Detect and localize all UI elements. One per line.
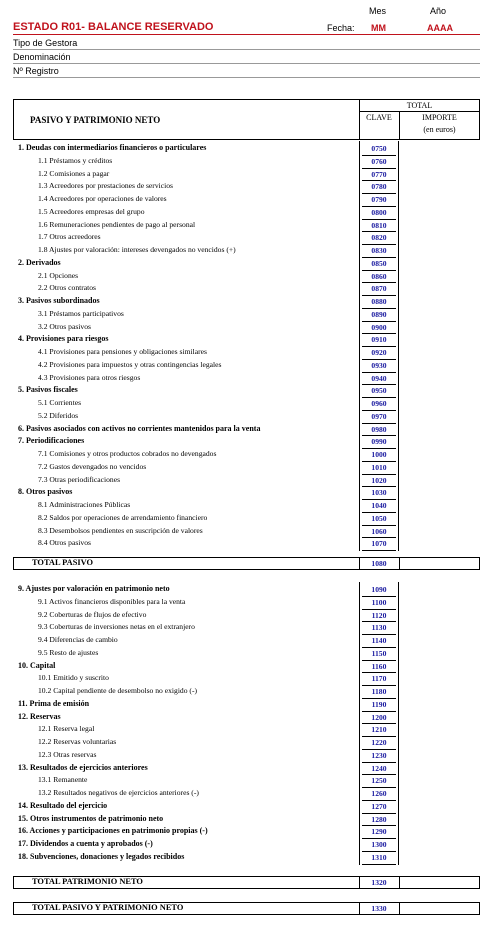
row-code: 1180 — [371, 687, 387, 696]
code-underline — [362, 308, 396, 309]
row-code: 1030 — [371, 488, 387, 498]
row-label: 1.2 Comisiones a pagar — [38, 168, 110, 178]
row-code: 0980 — [371, 424, 387, 434]
row-label: 9.3 Coberturas de inversiones netas en el extranjero — [38, 622, 195, 632]
row-label: 5.1 Corrientes — [38, 398, 82, 407]
fecha-label: Fecha: — [327, 23, 355, 33]
code-underline — [362, 762, 396, 763]
code-underline — [362, 774, 396, 775]
row-code: 0820 — [371, 233, 387, 243]
row-label: 2. Derivados — [18, 257, 61, 267]
row-label: 4.3 Provisiones para otros riesgos — [38, 372, 141, 382]
row-label: 5. Pasivos fiscales — [18, 385, 78, 395]
row-code: 0850 — [371, 258, 387, 268]
code-underline — [362, 206, 396, 207]
row-label: 3.1 Préstamos participativos — [38, 308, 124, 318]
code-underline — [362, 168, 396, 169]
row-code: 1090 — [371, 585, 387, 594]
total-pasivo-patrimonio-label: TOTAL PASIVO Y PATRIMONIO NETO — [32, 903, 184, 912]
row-code: 0770 — [371, 169, 387, 179]
code-underline — [362, 512, 396, 513]
row-label: 3. Pasivos subordinados — [18, 296, 100, 305]
code-underline — [362, 787, 396, 788]
row-code: 1250 — [371, 776, 387, 786]
code-underline — [362, 295, 396, 296]
row-code: 1310 — [371, 852, 387, 862]
code-underline — [362, 448, 396, 449]
info-divider — [13, 49, 480, 50]
row-label: 2.2 Otros contratos — [38, 283, 96, 293]
code-underline — [362, 486, 396, 487]
row-code: 0890 — [371, 309, 387, 319]
row-label: 1.5 Acreedores empresas del grupo — [38, 206, 145, 216]
row-label: 5.2 Diferidos — [38, 410, 79, 420]
code-underline — [362, 155, 396, 156]
code-underline — [362, 282, 396, 283]
total-divider — [399, 876, 400, 889]
code-underline — [362, 193, 396, 194]
code-underline — [362, 410, 396, 411]
row-code: 0750 — [371, 144, 387, 153]
code-underline — [362, 435, 396, 436]
row-label: 1.4 Acreedores por operaciones de valores — [38, 194, 167, 203]
code-underline — [362, 864, 396, 865]
row-label: 8.4 Otros pasivos — [38, 538, 91, 548]
row-code: 0970 — [371, 411, 387, 421]
code-underline — [362, 851, 396, 852]
row-code: 0810 — [371, 220, 387, 230]
mes-value[interactable]: MM — [371, 23, 386, 33]
row-code: 0790 — [371, 195, 387, 204]
code-underline — [362, 685, 396, 686]
code-underline — [362, 461, 396, 462]
row-label: 7.3 Otras periodificaciones — [38, 474, 121, 484]
row-label: 8.1 Administraciones Públicas — [38, 500, 131, 509]
title-underline — [13, 34, 480, 35]
row-code: 1150 — [371, 648, 387, 658]
code-underline — [362, 244, 396, 245]
row-code: 1280 — [371, 814, 387, 824]
total-patrimonio-label: TOTAL PATRIMONIO NETO — [32, 877, 143, 886]
info-divider — [13, 77, 480, 78]
row-code: 1050 — [371, 513, 387, 523]
row-code: 0930 — [371, 360, 387, 370]
code-underline — [362, 270, 396, 271]
row-label: 13.2 Resultados negativos de ejercicios anteriores (-) — [38, 788, 199, 797]
row-label: 3.2 Otros pasivos — [38, 321, 91, 331]
row-code: 0880 — [371, 297, 387, 306]
row-label: 9. Ajustes por valoración en patrimonio neto — [18, 584, 170, 593]
row-code: 0940 — [371, 373, 387, 383]
row-label: 10.2 Capital pendiente de desembolso no exigido (-) — [38, 686, 198, 695]
code-underline — [362, 723, 396, 724]
row-label: 12. Reservas — [18, 711, 61, 721]
row-code: 0960 — [371, 399, 387, 408]
code-underline — [362, 800, 396, 801]
row-label: 2.1 Opciones — [38, 270, 79, 280]
row-label: 10.1 Emitido y suscrito — [38, 673, 109, 683]
row-code: 1240 — [371, 763, 387, 773]
row-label: 4. Provisiones para riesgos — [18, 334, 109, 344]
row-code: 0800 — [371, 207, 387, 217]
row-label: 13. Resultados de ejercicios anteriores — [18, 762, 148, 772]
total-divider — [399, 902, 400, 915]
row-code: 1220 — [371, 738, 387, 747]
total-patrimonio-code: 1320 — [371, 878, 387, 887]
row-code: 1200 — [371, 712, 387, 722]
table-title: PASIVO Y PATRIMONIO NETO — [30, 115, 161, 125]
row-label: 7. Periodificaciones — [18, 436, 85, 446]
info-divider — [13, 63, 480, 64]
row-code: 0910 — [371, 335, 387, 345]
row-label: 12.1 Reserva legal — [38, 724, 95, 734]
row-code: 0950 — [371, 386, 387, 396]
code-underline — [362, 596, 396, 597]
row-label: 1.7 Otros acreedores — [38, 232, 101, 242]
row-label: 10. Capital — [18, 660, 56, 670]
row-label: 4.2 Provisiones para impuestos y otras contingencias legales — [38, 359, 222, 369]
code-underline — [362, 672, 396, 673]
row-code: 1020 — [371, 475, 387, 485]
row-code: 1000 — [371, 450, 387, 459]
clave-header: CLAVE — [366, 113, 392, 122]
code-underline — [362, 711, 396, 712]
row-label: 11. Prima de emisión — [18, 698, 90, 708]
row-label: 1.8 Ajustes por valoración: intereses devengados no vencidos (+) — [38, 245, 236, 254]
code-underline — [362, 359, 396, 360]
row-label: 7.2 Gastos devengados no vencidos — [38, 461, 147, 471]
importe-header: IMPORTE — [422, 113, 457, 122]
row-code: 0900 — [371, 322, 387, 332]
row-code: 1210 — [371, 725, 387, 735]
anio-value[interactable]: AAAA — [427, 23, 453, 33]
code-underline — [362, 397, 396, 398]
tipo-gestora-label: Tipo de Gestora — [13, 38, 78, 48]
row-code: 0990 — [371, 437, 387, 447]
code-underline — [362, 257, 396, 258]
code-underline — [362, 372, 396, 373]
registro-label: Nº Registro — [13, 66, 59, 76]
row-code: 1300 — [371, 840, 387, 849]
row-label: 9.1 Activos financieros disponibles para la venta — [38, 596, 186, 606]
row-code: 1290 — [371, 827, 387, 837]
row-label: 4.1 Provisiones para pensiones y obligaciones similares — [38, 347, 207, 356]
denominacion-label: Denominación — [13, 52, 71, 62]
page-title: ESTADO R01- BALANCE RESERVADO — [13, 21, 214, 33]
mes-header: Mes — [369, 6, 387, 16]
row-code: 1270 — [371, 801, 387, 811]
code-underline — [362, 698, 396, 699]
row-code: 1120 — [371, 610, 387, 620]
row-label: 17. Dividendos a cuenta y aprobados (-) — [18, 839, 153, 848]
row-label: 8.2 Saldos por operaciones de arrendamiento financiero — [38, 512, 208, 522]
code-underline — [362, 825, 396, 826]
row-label: 13.1 Remanente — [38, 775, 88, 785]
code-underline — [362, 749, 396, 750]
total-pasivo-label: TOTAL PASIVO — [32, 558, 94, 567]
code-underline — [362, 423, 396, 424]
row-code: 0870 — [371, 284, 387, 294]
row-label: 9.4 Diferencias de cambio — [38, 635, 118, 644]
anio-header: Año — [430, 6, 447, 16]
row-code: 1190 — [371, 699, 387, 709]
row-code: 1230 — [371, 750, 387, 760]
row-code: 1100 — [371, 597, 387, 607]
row-code: 1170 — [371, 674, 387, 684]
code-underline — [362, 634, 396, 635]
code-underline — [362, 499, 396, 500]
row-label: 12.3 Otras reservas — [38, 749, 97, 759]
code-underline — [362, 813, 396, 814]
total-pasivo-code: 1080 — [371, 559, 387, 568]
total-header: TOTAL — [406, 101, 433, 110]
code-underline — [362, 231, 396, 232]
code-underline — [362, 537, 396, 538]
code-underline — [362, 525, 396, 526]
row-label: 1.3 Acreedores por prestaciones de servicios — [38, 181, 173, 191]
code-underline — [362, 660, 396, 661]
row-label: 9.2 Coberturas de flujos de efectivo — [38, 609, 147, 619]
row-label: 1.1 Préstamos y créditos — [38, 155, 113, 165]
row-label: 12.2 Reservas voluntarias — [38, 737, 117, 746]
code-underline — [362, 838, 396, 839]
row-code: 0920 — [371, 348, 387, 357]
code-underline — [362, 333, 396, 334]
code-underline — [362, 321, 396, 322]
row-code: 1040 — [371, 501, 387, 510]
code-underline — [362, 384, 396, 385]
row-code: 0760 — [371, 156, 387, 166]
row-label: 7.1 Comisiones y otros productos cobrados no devengados — [38, 449, 217, 458]
header-divider — [359, 111, 480, 112]
row-label: 8. Otros pasivos — [18, 487, 73, 497]
total-pasivo-patrimonio-code: 1330 — [371, 904, 387, 913]
row-code: 1260 — [371, 789, 387, 798]
code-underline — [362, 621, 396, 622]
row-label: 6. Pasivos asociados con activos no corrientes mantenidos para la venta — [18, 423, 261, 433]
row-code: 0780 — [371, 182, 387, 192]
row-code: 1070 — [371, 539, 387, 549]
row-label: 9.5 Resto de ajustes — [38, 647, 99, 657]
code-underline — [362, 180, 396, 181]
row-code: 1130 — [371, 623, 387, 633]
row-label: 1. Deudas con intermediarios financieros o particulares — [18, 143, 207, 152]
row-code: 1160 — [371, 661, 387, 671]
row-code: 0830 — [371, 246, 387, 255]
code-underline — [362, 609, 396, 610]
code-underline — [362, 219, 396, 220]
row-label: 1.6 Remuneraciones pendientes de pago al personal — [38, 219, 196, 229]
code-underline — [362, 346, 396, 347]
row-label: 16. Acciones y participaciones en patrimonio propias (-) — [18, 826, 208, 836]
total-divider — [399, 557, 400, 570]
row-code: 1010 — [371, 462, 387, 472]
code-underline — [362, 647, 396, 648]
units-header: (en euros) — [423, 125, 456, 134]
code-underline — [362, 550, 396, 551]
row-code: 0860 — [371, 271, 387, 281]
code-underline — [362, 736, 396, 737]
row-code: 1060 — [371, 526, 387, 536]
code-underline — [362, 474, 396, 475]
row-label: 15. Otros instrumentos de patrimonio neto — [18, 813, 164, 823]
row-code: 1140 — [371, 636, 387, 645]
row-label: 18. Subvenciones, donaciones y legados recibidos — [18, 851, 185, 861]
row-label: 14. Resultado del ejercicio — [18, 800, 108, 810]
row-label: 8.3 Desembolsos pendientes en suscripción de valores — [38, 525, 203, 535]
